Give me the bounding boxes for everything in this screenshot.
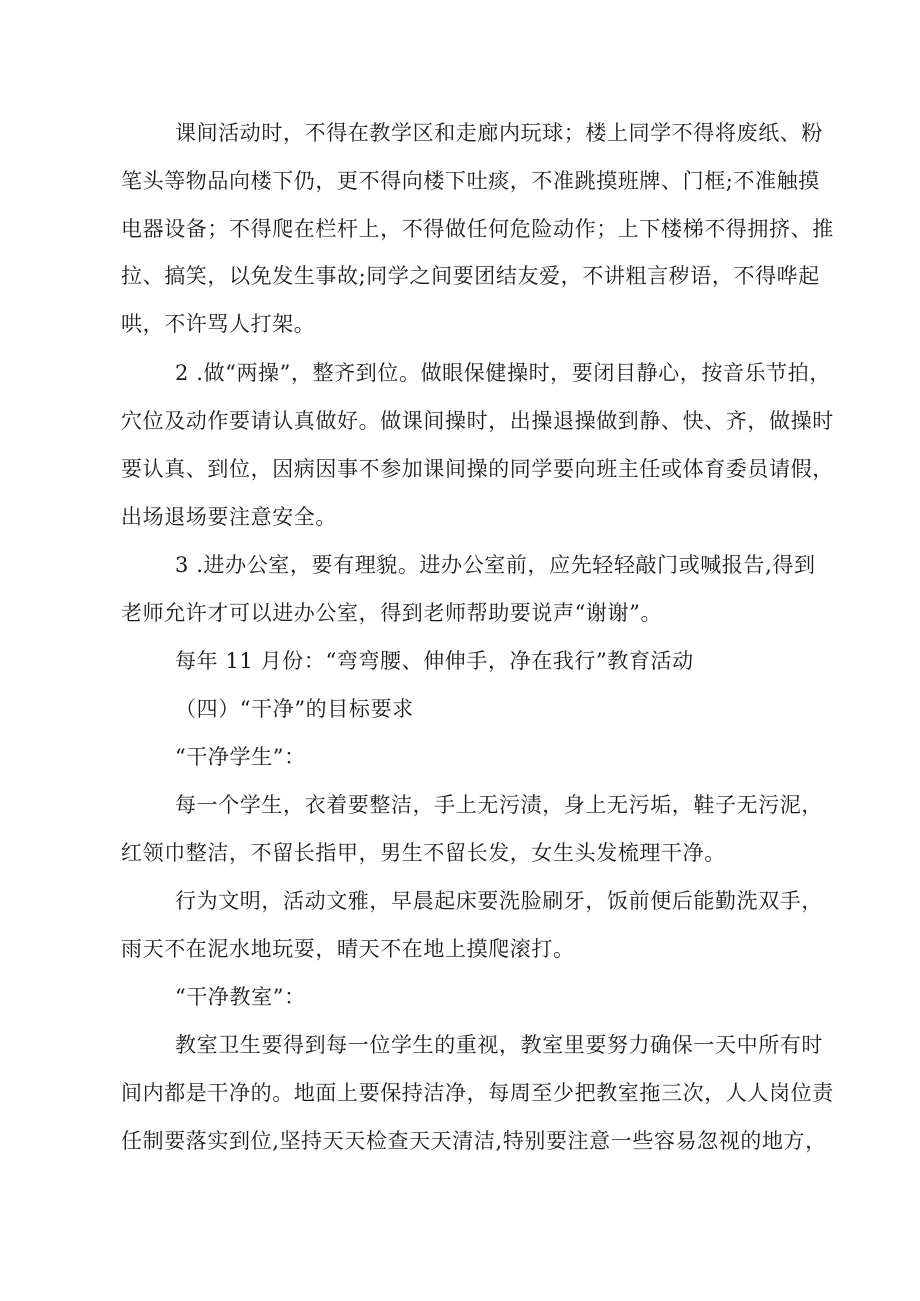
- section-heading: （四）“干净”的目标要求: [175, 697, 414, 721]
- text-line: 教室卫生要得到每一位学生的重视，教室里要努力确保一天中所有时: [175, 1033, 823, 1057]
- text-line: 穴位及动作要请认真做好。做课间操时，出操退操做到静、快、齐，做操时: [121, 409, 834, 433]
- text-line: 课间活动时，不得在教学区和走廊内玩球；楼上同学不得将废纸、粉: [175, 121, 823, 145]
- subsection-heading: “干净教室”：: [175, 985, 306, 1009]
- text-line: 任制要落实到位,坚持天天检查天天清洁,特别要注意一些容易忽视的地方，: [121, 1129, 827, 1153]
- text-line: 间内都是干净的。地面上要保持洁净，每周至少把教室拖三次，人人岗位责: [121, 1081, 834, 1105]
- text-line: 2 .做“两操”，整齐到位。做眼保健操时，要闭目静心，按音乐节拍，: [175, 361, 831, 385]
- text-line: 拉、搞笑，以免发生事故;同学之间要团结友爱，不讲粗言秽语，不得哗起: [121, 264, 820, 288]
- text-line: 红领巾整洁，不留长指甲，男生不留长发，女生头发梳理干净。: [121, 841, 726, 865]
- text-line: 出场退场要注意安全。: [121, 505, 337, 529]
- text-line: 每年 11 月份：“弯弯腰、伸伸手，净在我行”教育活动: [175, 649, 694, 673]
- text-line: 雨天不在泥水地玩耍，晴天不在地上摸爬滚打。: [121, 937, 575, 961]
- text-line: 笔头等物品向楼下仍，更不得向楼下吐痰，不准跳摸班牌、门框;不准触摸: [121, 169, 820, 193]
- subsection-heading: “干净学生”：: [175, 745, 306, 769]
- text-line: 行为文明，活动文雅，早晨起床要洗脸刷牙，饭前便后能勤洗双手，: [175, 889, 823, 913]
- text-line: 电器设备；不得爬在栏杆上，不得做任何危险动作；上下楼梯不得拥挤、推: [121, 217, 834, 241]
- text-line: 哄，不许骂人打架。: [121, 312, 316, 336]
- text-line: 要认真、到位，因病因事不参加课间操的同学要向班主任或体育委员请假，: [121, 457, 834, 481]
- text-line: 老师允许才可以进办公室，得到老师帮助要说声“谢谢”。: [121, 601, 663, 625]
- text-line: 每一个学生，衣着要整洁，手上无污渍，身上无污垢，鞋子无污泥，: [175, 793, 823, 817]
- text-line: 3 .进办公室，要有理貌。进办公室前，应先轻轻敲门或喊报告,得到: [175, 553, 816, 577]
